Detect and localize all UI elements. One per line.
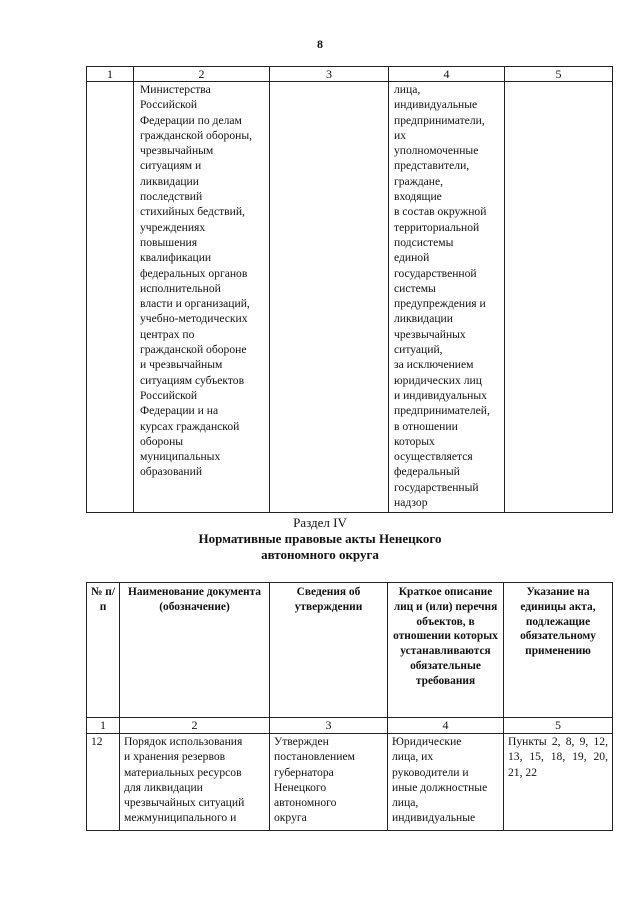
text-line: автономного <box>274 796 337 810</box>
text-line: в состав окружной <box>394 205 487 219</box>
text-line: учреждениях <box>140 220 206 234</box>
continued-table <box>86 66 613 513</box>
text-line: подсистемы <box>394 235 454 249</box>
text-line: для ликвидации <box>124 780 203 794</box>
text-line: центрах по <box>140 327 195 341</box>
cell-units: Пункты 2, 8, 9, 12, 13, 15, 18, 19, 20, 21, 22 <box>504 734 613 831</box>
text-line: округа <box>274 811 307 825</box>
text-line: Министерства <box>140 83 211 96</box>
text-line: гражданской обороны, <box>140 128 253 142</box>
column-number: 4 <box>388 718 504 734</box>
text-line: Юридические <box>392 735 462 748</box>
header-num: № п/п <box>87 583 120 718</box>
text-line: территориальной <box>394 220 480 234</box>
text-line: повышения <box>140 235 198 249</box>
text-line: и чрезвычайным <box>140 358 223 372</box>
line-list <box>124 734 265 826</box>
text-line: последствий <box>140 190 203 204</box>
text-line: ликвидации <box>140 174 199 188</box>
section-subtitle-line2: автономного округа <box>261 547 379 562</box>
line-list <box>140 82 265 480</box>
line-list <box>392 734 499 826</box>
text-line: предупреждения и <box>394 297 486 311</box>
header-units: Указание на единицы акта, подлежащие обязательному применению <box>504 583 613 718</box>
normative-acts-table <box>86 582 613 831</box>
text-line: постановлением <box>274 750 355 764</box>
text-line: исполнительной <box>140 281 221 295</box>
text-line: межмуниципального и <box>124 811 237 825</box>
text-line: единой <box>394 251 430 265</box>
text-line: индивидуальные <box>394 98 478 112</box>
text-line: лица, <box>392 796 419 810</box>
column-number: 5 <box>505 67 613 82</box>
text-line: граждане, <box>394 174 444 188</box>
text-line: обороны <box>140 434 184 448</box>
section-subtitle-line1: Нормативные правовые акты Ненецкого <box>198 531 442 546</box>
text-line: стихийных бедствий, <box>140 205 245 219</box>
text-line: учебно-методических <box>140 312 248 326</box>
header-document-name: Наименование документа (обозначение) <box>120 583 270 718</box>
text-line: Российской <box>140 388 198 402</box>
text-line: ликвидации <box>394 312 453 326</box>
text-line: Российской <box>140 98 198 112</box>
text-line: и хранения резервов <box>124 750 226 764</box>
text-line: ситуаций, <box>394 343 443 357</box>
text-line: чрезвычайных <box>394 327 466 341</box>
cell-approval <box>270 82 389 513</box>
text-line: государственный <box>394 480 479 494</box>
column-number: 4 <box>389 67 505 82</box>
column-number: 3 <box>270 718 388 734</box>
text-line: государственной <box>394 266 477 280</box>
text-line: чрезвычайных ситуаций <box>124 796 245 810</box>
text-line: Утвержден <box>274 735 329 748</box>
text-line: образований <box>140 465 203 479</box>
text-line: ситуациям и <box>140 159 202 173</box>
cell-document-name <box>120 734 270 831</box>
column-number: 3 <box>270 67 389 82</box>
text-line: федеральный <box>394 465 460 479</box>
line-list <box>394 82 500 510</box>
cell-document-name-continued <box>134 82 270 513</box>
cell-number <box>87 82 134 513</box>
header-row <box>87 583 613 718</box>
column-number: 1 <box>87 67 134 82</box>
text-line: и индивидуальных <box>394 388 487 402</box>
text-line: федеральных органов <box>140 266 248 280</box>
text-line: индивидуальные <box>392 811 476 825</box>
header-approval: Сведения об утверждении <box>270 583 388 718</box>
cell-persons-continued <box>389 82 505 513</box>
text-line: осуществляется <box>394 450 473 464</box>
section-heading <box>0 514 640 563</box>
text-line: ситуациям субъектов <box>140 373 245 387</box>
text-line: Федерации по делам <box>140 113 242 127</box>
text-line: гражданской обороне <box>140 343 247 357</box>
text-line: материальных ресурсов <box>124 765 242 779</box>
line-list <box>274 734 383 826</box>
column-number: 2 <box>120 718 270 734</box>
text-line: представители, <box>394 159 470 173</box>
text-line: курсах гражданской <box>140 419 240 433</box>
column-number: 1 <box>87 718 120 734</box>
text-line: чрезвычайным <box>140 144 214 158</box>
column-number-row <box>87 67 613 82</box>
text-line: входящие <box>394 190 442 204</box>
text-line: надзор <box>394 496 428 510</box>
text-line: лица, <box>394 83 421 96</box>
table-row <box>87 734 613 831</box>
text-line: которых <box>394 434 435 448</box>
cell-approval <box>270 734 388 831</box>
page-number: 8 <box>317 37 323 51</box>
section-title: Раздел IV <box>293 515 347 530</box>
text-line: в отношении <box>394 419 458 433</box>
text-line: за исключением <box>394 358 474 372</box>
cell-row-number: 12 <box>87 734 120 831</box>
text-line: системы <box>394 281 436 295</box>
text-line: юридических лиц <box>394 373 482 387</box>
text-line: губернатора <box>274 765 334 779</box>
text-line: предпринимателей, <box>394 404 490 418</box>
text-line: лица, их <box>392 750 434 764</box>
column-number: 2 <box>134 67 270 82</box>
text-line: Порядок использования <box>124 735 243 748</box>
text-line: квалификации <box>140 251 212 265</box>
cell-units <box>505 82 613 513</box>
text-line: предприниматели, <box>394 113 485 127</box>
text-line: муниципальных <box>140 450 221 464</box>
header-persons: Краткое описание лиц и (или) перечня объектов, в отношении которых устанавливаются обязательные требования <box>388 583 504 718</box>
text-line: Ненецкого <box>274 780 327 794</box>
text-line: иные должностные <box>392 780 488 794</box>
column-number-row <box>87 718 613 734</box>
text-line: их <box>394 128 407 142</box>
continued-row <box>87 82 613 513</box>
column-number: 5 <box>504 718 613 734</box>
text-line: уполномоченные <box>394 144 479 158</box>
text-line: власти и организаций, <box>140 297 250 311</box>
cell-persons <box>388 734 504 831</box>
text-line: Федерации и на <box>140 404 219 418</box>
text-line: руководители и <box>392 765 469 779</box>
